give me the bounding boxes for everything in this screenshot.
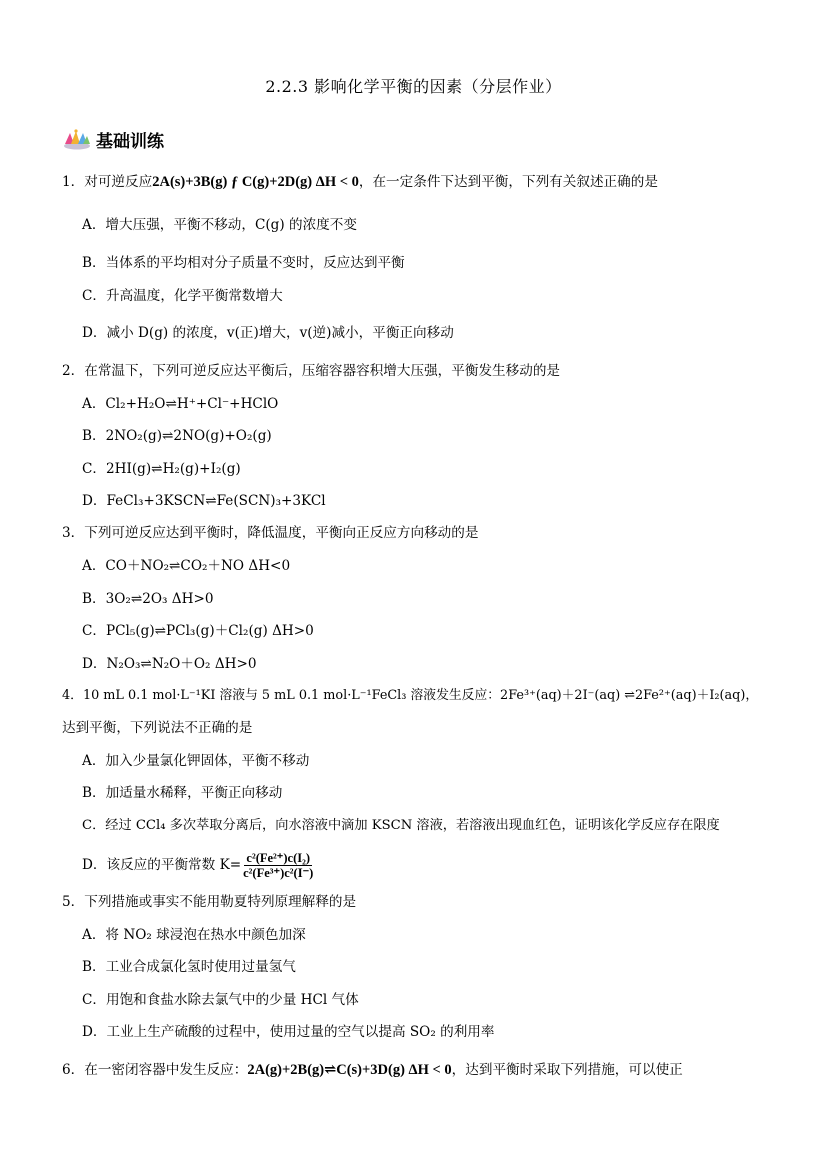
fraction-numerator: c²(Fe²⁺)c(I₂) xyxy=(246,850,311,865)
q5-option-c: C．用饱和食盐水除去氯气中的少量 HCl 气体 xyxy=(82,992,359,1008)
question-4-stem-line-1: 4．10 mL 0.1 mol·L⁻¹KI 溶液与 5 mL 0.1 mol·L⁻¹FeCl₃ 溶液发生反应：2Fe³⁺(aq)＋2I⁻(aq) ⇌2Fe²⁺(aq)＋I₂(aq)， xyxy=(62,688,759,703)
section-heading xyxy=(62,126,164,152)
page-title: 2.2.3 影响化学平衡的因素（分层作业） xyxy=(265,77,562,96)
question-6-post: ，达到平衡时采取下列措施，可以使正 xyxy=(451,1062,683,1078)
question-6-pre: 6．在一密闭容器中发生反应： xyxy=(62,1062,248,1078)
fraction-denominator: c²(Fe³⁺)c²(I⁻) xyxy=(243,865,314,880)
q1-option-b: B．当体系的平均相对分子质量不变时，反应达到平衡 xyxy=(82,255,405,271)
q1-option-c: C．升高温度，化学平衡常数增大 xyxy=(82,288,283,304)
question-5-stem: 5．下列措施或事实不能用勒夏特列原理解释的是 xyxy=(62,894,357,910)
equilibrium-constant-fraction xyxy=(241,851,315,880)
q4-option-d-label: D．该反应的平衡常数 K= xyxy=(82,857,242,873)
section-label: 基础训练 xyxy=(96,131,164,152)
question-1-stem xyxy=(62,172,658,192)
q4-option-c: C．经过 CCl₄ 多次萃取分离后，向水溶液中滴加 KSCN 溶液，若溶液出现血红色，证明该化学反应存在限度 xyxy=(82,818,720,833)
q5-option-b: B．工业合成氯化氢时使用过量氢气 xyxy=(82,959,296,975)
q2-option-c: C．2HI(g)⇌H₂(g)+I₂(g) xyxy=(82,461,241,477)
question-3-stem: 3．下列可逆反应达到平衡时，降低温度，平衡向正反应方向移动的是 xyxy=(62,525,479,541)
q3-option-d: D．N₂O₃⇌N₂O＋O₂ ΔH>0 xyxy=(82,656,257,672)
q4-option-a: A．加入少量氯化钾固体，平衡不移动 xyxy=(82,753,310,769)
question-4-stem-line-2: 达到平衡，下列说法不正确的是 xyxy=(62,720,253,736)
q2-option-a: A．Cl₂+H₂O⇌H⁺+Cl⁻+HClO xyxy=(82,396,279,412)
q3-option-c: C．PCl₅(g)⇌PCl₃(g)＋Cl₂(g) ΔH>0 xyxy=(82,623,314,639)
q4-option-d xyxy=(82,846,315,884)
q2-option-b: B．2NO₂(g)⇌2NO(g)+O₂(g) xyxy=(82,428,272,444)
q5-option-d: D．工业上生产硫酸的过程中，使用过量的空气以提高 SO₂ 的利用率 xyxy=(82,1024,495,1040)
q2-option-d: D．FeCl₃+3KSCN⇌Fe(SCN)₃+3KCl xyxy=(82,493,326,509)
q1-option-a: A．增大压强，平衡不移动，C(g) 的浓度不变 xyxy=(82,217,357,233)
q4-option-b: B．加适量水稀释，平衡正向移动 xyxy=(82,785,283,801)
question-2-stem: 2．在常温下，下列可逆反应达平衡后，压缩容器容积增大压强，平衡发生移动的是 xyxy=(62,363,561,379)
q5-option-a: A．将 NO₂ 球浸泡在热水中颜色加深 xyxy=(82,927,306,943)
books-icon xyxy=(62,128,92,150)
q3-option-b: B．3O₂⇌2O₃ ΔH>0 xyxy=(82,591,214,607)
q1-option-d: D．减小 D(g) 的浓度，v(正)增大，v(逆)减小，平衡正向移动 xyxy=(82,325,454,341)
question-1-equation: 2A(s)+3B(g) ƒ C(g)+2D(g) ΔH < 0 xyxy=(152,174,359,190)
q3-option-a: A．CO＋NO₂⇌CO₂＋NO ΔH<0 xyxy=(82,558,291,574)
question-1-post: ，在一定条件下达到平衡，下列有关叙述正确的是 xyxy=(358,174,658,190)
question-6-equation: 2A(g)+2B(g)⇌C(s)+3D(g) ΔH < 0 xyxy=(247,1062,452,1078)
question-6-stem xyxy=(62,1060,683,1080)
question-1-pre: 对可逆反应 xyxy=(84,174,153,190)
question-number: 1． xyxy=(62,174,85,190)
